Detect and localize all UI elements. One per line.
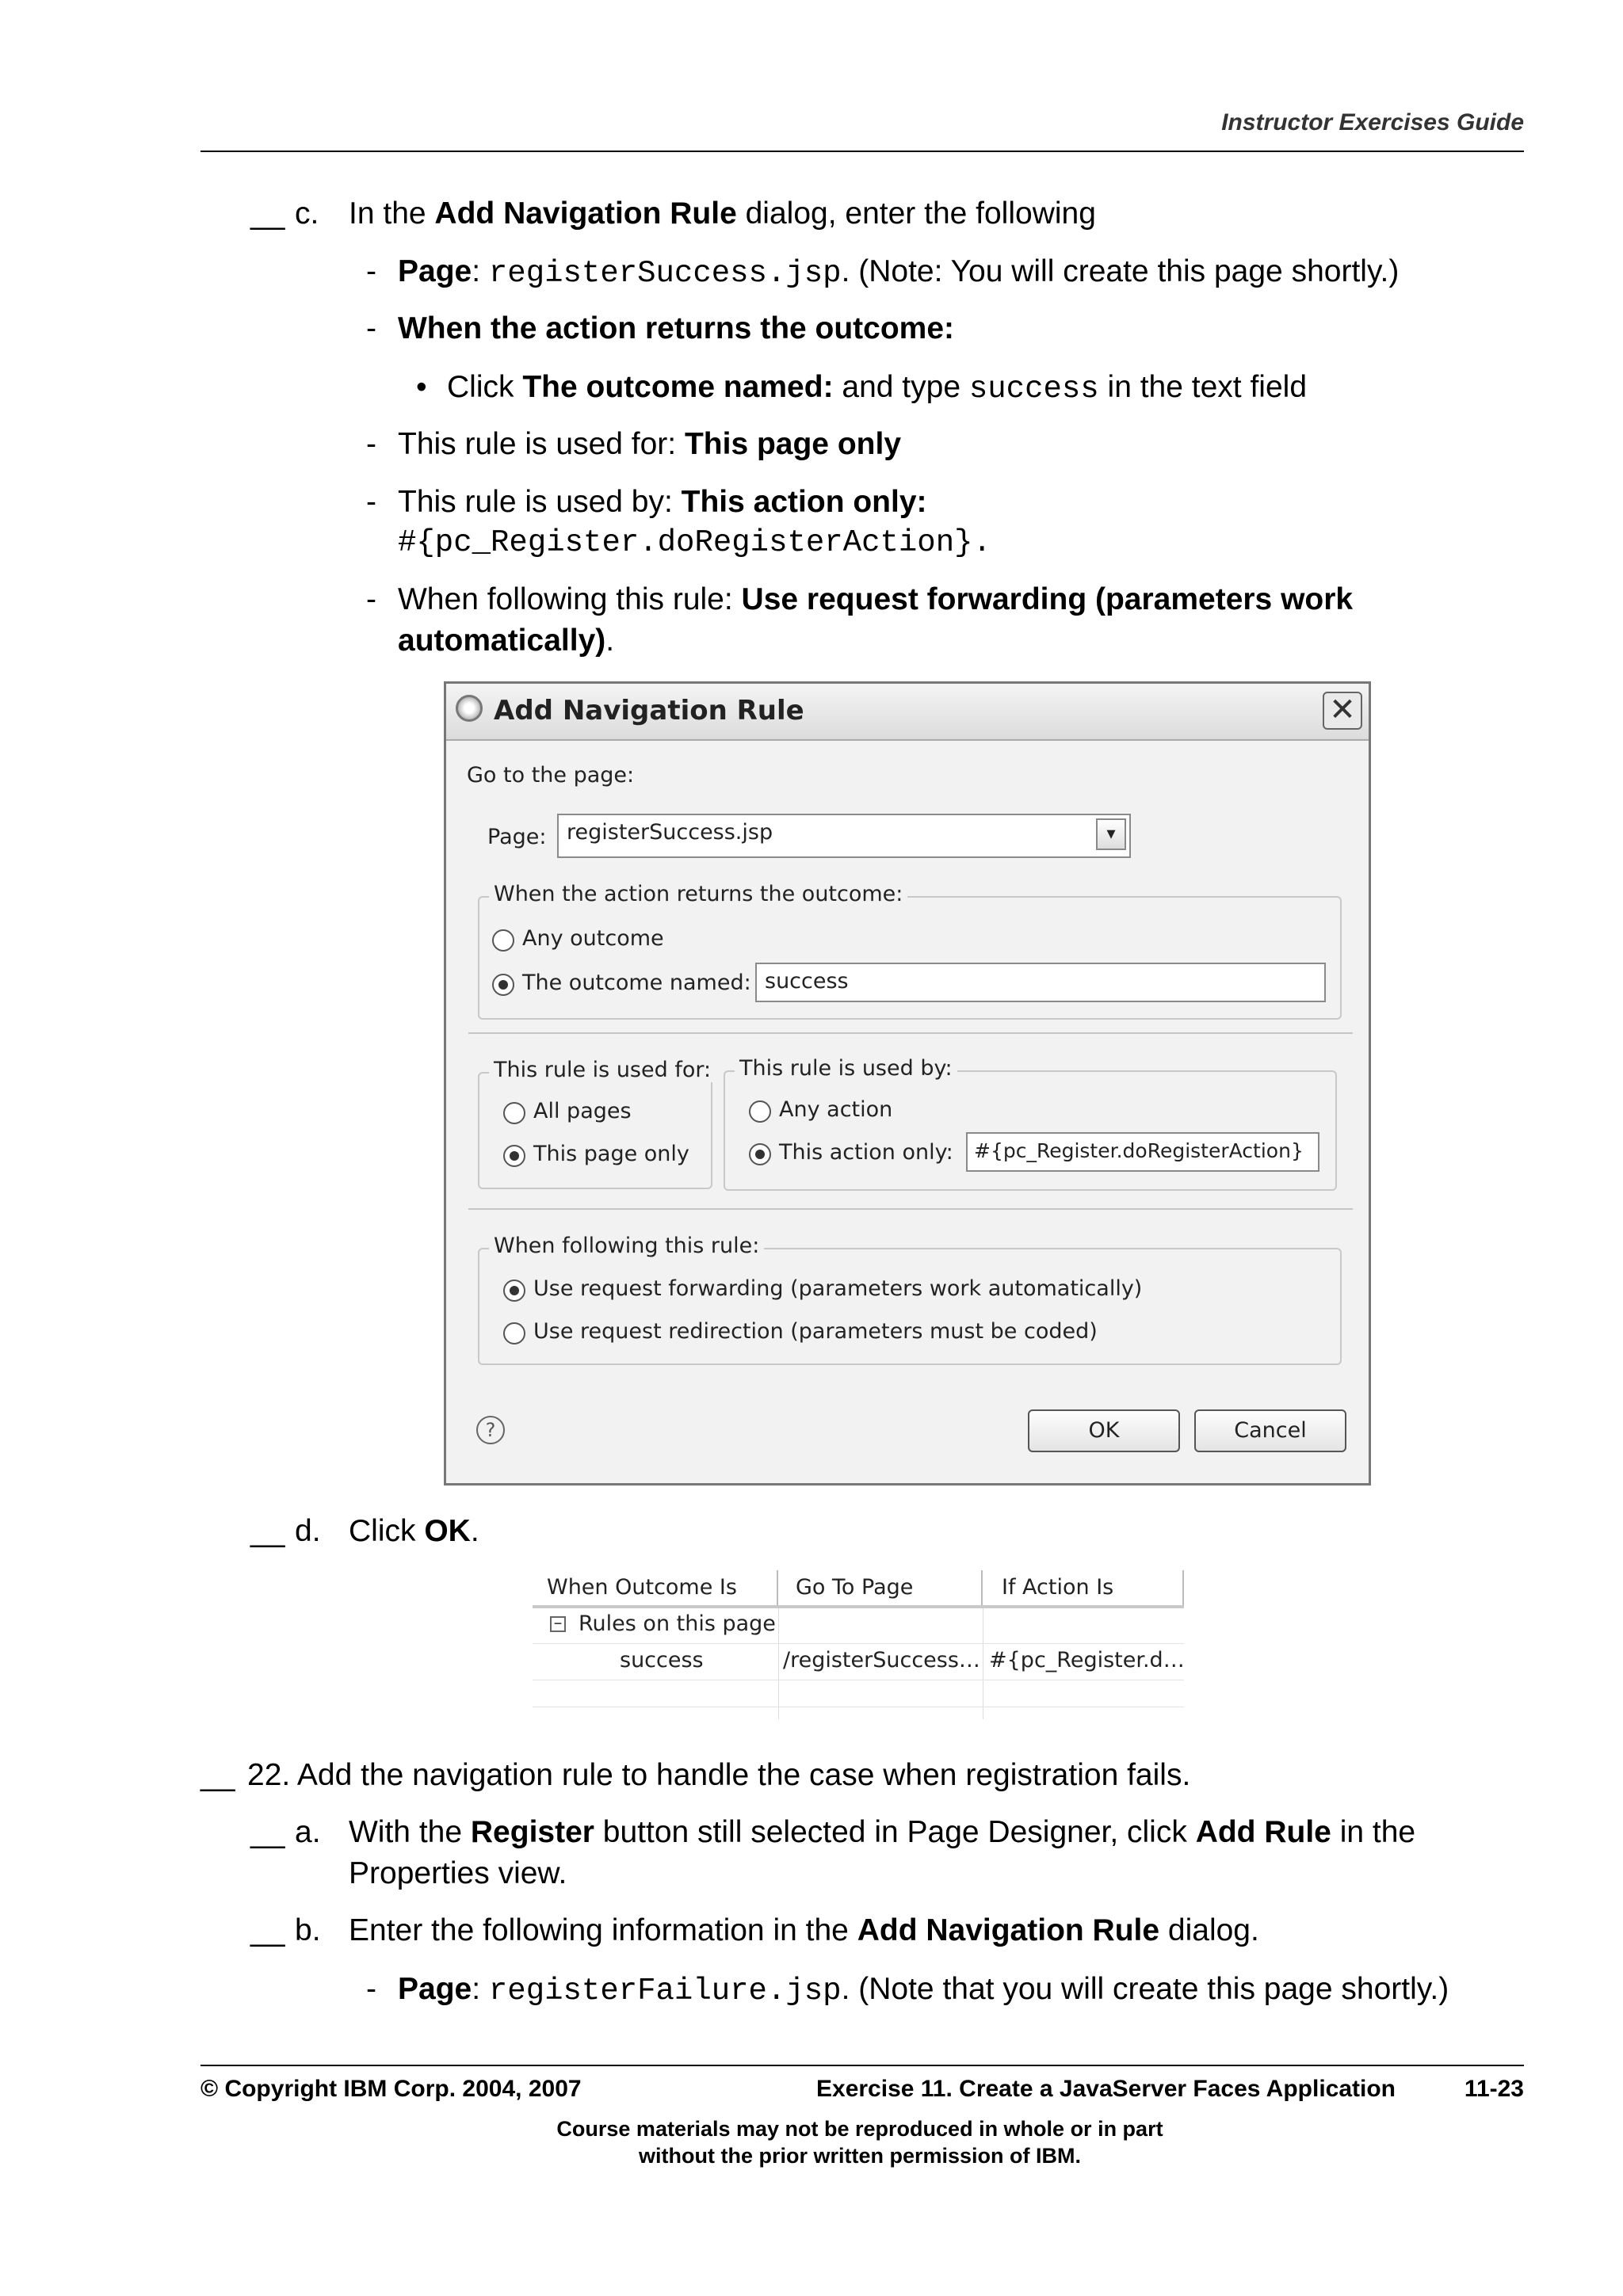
step-c-blank: __: [250, 196, 285, 231]
help-icon[interactable]: ?: [476, 1416, 505, 1444]
step-a-blank: __: [250, 1815, 285, 1849]
footer-notice-line2: without the prior written permission of IBM.: [639, 2144, 1081, 2168]
column-header[interactable]: If Action Is: [983, 1570, 1184, 1605]
header-divider: [533, 1605, 1184, 1608]
sub-bullet-dot: •: [416, 370, 427, 404]
column-header[interactable]: Go To Page: [778, 1570, 983, 1605]
page-label: Page:: [487, 825, 547, 849]
step-b-letter: b.: [295, 1913, 321, 1947]
bullet-following-cont: automatically).: [398, 624, 615, 658]
footer-rule: [200, 2065, 1524, 2066]
step-22-blank: __: [200, 1758, 235, 1792]
this-page-only-radio[interactable]: [503, 1145, 525, 1167]
table-cell[interactable]: /registerSuccess…: [783, 1648, 980, 1672]
step-d-letter: d.: [295, 1514, 321, 1548]
bullet-dash: -: [366, 427, 376, 461]
separator: [468, 1208, 1353, 1210]
forwarding-label: Use request forwarding (parameters work automatically): [533, 1276, 1143, 1301]
used-for-group: [478, 1058, 712, 1189]
close-icon[interactable]: ✕: [1323, 692, 1362, 730]
any-action-label: Any action: [779, 1097, 893, 1122]
bullet-used-by-code: #{pc_Register.doRegisterAction}.: [398, 525, 991, 560]
row-divider: [533, 1643, 1184, 1644]
footer-page-number: 11-23: [1464, 2076, 1524, 2102]
navigation-rules-table: [533, 1570, 1184, 1721]
used-by-legend: This rule is used by:: [735, 1056, 957, 1081]
forwarding-radio[interactable]: [503, 1280, 525, 1302]
any-outcome-label: Any outcome: [522, 926, 664, 951]
step-c-letter: c.: [295, 196, 319, 231]
table-cell[interactable]: success: [620, 1648, 704, 1672]
bullet-page-failure: Page: registerFailure.jsp. (Note that you will create this page shortly.): [398, 1972, 1449, 2008]
bullet-used-by: This rule is used by: This action only:: [398, 485, 927, 519]
used-by-group: [724, 1056, 1337, 1191]
ok-button[interactable]: OK: [1028, 1409, 1180, 1452]
add-navigation-rule-dialog: [444, 681, 1371, 1486]
step-a-text-cont: Properties view.: [349, 1856, 567, 1890]
following-legend: When following this rule:: [489, 1234, 764, 1258]
this-action-only-label: This action only:: [779, 1140, 953, 1165]
step-c-text: In the Add Navigation Rule dialog, enter the following: [349, 196, 1096, 231]
page-value: registerSuccess.jsp: [567, 820, 773, 845]
redirection-radio[interactable]: [503, 1322, 525, 1344]
table-cell[interactable]: #{pc_Register.d…: [989, 1648, 1185, 1672]
bullet-dash: -: [366, 582, 376, 616]
separator: [468, 1032, 1353, 1034]
dialog-title: Add Navigation Rule: [494, 695, 804, 727]
step-a-letter: a.: [295, 1815, 321, 1849]
outcome-group-legend: When the action returns the outcome:: [489, 882, 907, 906]
bullet-used-for: This rule is used for: This page only: [398, 427, 902, 461]
step-d-blank: __: [250, 1514, 285, 1548]
running-header: Instructor Exercises Guide: [1221, 109, 1524, 135]
step-a-text: With the Register button still selected in Page Designer, click Add Rule in the: [349, 1815, 1416, 1849]
footer-copyright: © Copyright IBM Corp. 2004, 2007: [200, 2076, 582, 2102]
dialog-title-bar: [446, 684, 1369, 741]
this-action-only-radio[interactable]: [749, 1143, 771, 1165]
step-22-text: 22. Add the navigation rule to handle the case when registration fails.: [247, 1758, 1191, 1792]
bullet-page: Page: registerSuccess.jsp. (Note: You will create this page shortly.): [398, 254, 1400, 291]
outcome-named-radio[interactable]: [492, 974, 514, 996]
step-b-blank: __: [250, 1913, 285, 1947]
cancel-button[interactable]: Cancel: [1194, 1409, 1346, 1452]
goto-label: Go to the page:: [467, 763, 635, 788]
chevron-down-icon[interactable]: ▾: [1096, 818, 1126, 850]
bullet-dash: -: [366, 311, 376, 345]
bullet-outcome: When the action returns the outcome:: [398, 311, 955, 345]
bullet-dash: -: [366, 485, 376, 519]
any-outcome-radio[interactable]: [492, 929, 514, 952]
outcome-name-input[interactable]: success: [755, 963, 1326, 1002]
page-combobox[interactable]: [557, 814, 1131, 858]
outcome-named-label: The outcome named:: [522, 971, 751, 995]
dialog-app-icon: [456, 695, 483, 722]
step-d-text: Click OK.: [349, 1514, 479, 1548]
used-for-legend: This rule is used for:: [489, 1058, 716, 1082]
sub-bullet-text: Click The outcome named: and type success in the text field: [447, 370, 1308, 406]
bullet-dash: -: [366, 1972, 376, 2006]
all-pages-label: All pages: [533, 1099, 632, 1123]
any-action-radio[interactable]: [749, 1100, 771, 1123]
collapse-icon[interactable]: −: [550, 1616, 566, 1632]
all-pages-radio[interactable]: [503, 1102, 525, 1124]
step-b-text: Enter the following information in the Add Navigation Rule dialog.: [349, 1913, 1259, 1947]
column-header[interactable]: When Outcome Is: [533, 1570, 778, 1605]
bullet-following: When following this rule: Use request forwarding (parameters work: [398, 582, 1354, 616]
following-group: [478, 1234, 1342, 1365]
redirection-label: Use request redirection (parameters must be coded): [533, 1319, 1098, 1344]
bullet-dash: -: [366, 254, 376, 288]
footer-notice-line1: Course materials may not be reproduced in whole or in part: [556, 2117, 1163, 2141]
header-rule: [200, 151, 1524, 152]
column-divider: [778, 1608, 779, 1719]
this-page-only-label: This page only: [533, 1142, 689, 1166]
action-input[interactable]: #{pc_Register.doRegisterAction}: [966, 1132, 1319, 1172]
table-group-row[interactable]: Rules on this page: [579, 1611, 776, 1636]
footer-exercise: Exercise 11. Create a JavaServer Faces Application: [816, 2076, 1396, 2102]
